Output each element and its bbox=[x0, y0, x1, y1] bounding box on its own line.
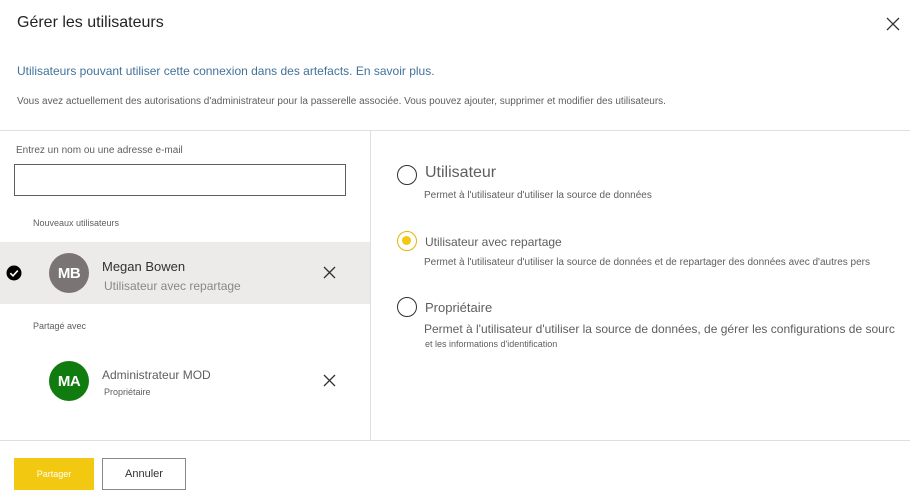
dialog-title: Gérer les utilisateurs bbox=[17, 14, 164, 31]
search-input[interactable] bbox=[14, 164, 346, 196]
user-name: Administrateur MOD bbox=[102, 368, 211, 382]
permission-description-continued: et les informations d'identification bbox=[425, 339, 558, 349]
search-label: Entrez un nom ou une adresse e-mail bbox=[16, 145, 183, 156]
radio-reshare[interactable] bbox=[397, 231, 417, 251]
shared-with-label: Partagé avec bbox=[33, 321, 87, 331]
divider-vertical bbox=[370, 131, 371, 440]
learn-more-link[interactable]: En savoir plus. bbox=[355, 64, 435, 78]
permission-label: Utilisateur avec repartage bbox=[425, 235, 562, 249]
close-icon[interactable] bbox=[884, 15, 902, 33]
remove-user-icon[interactable] bbox=[322, 373, 337, 388]
new-users-label: Nouveaux utilisateurs bbox=[33, 218, 120, 228]
user-role: Propriétaire bbox=[104, 387, 151, 397]
avatar: MB bbox=[49, 253, 89, 293]
info-description: Utilisateurs pouvant utiliser cette connexion dans des artefacts. bbox=[17, 64, 353, 78]
radio-owner[interactable] bbox=[397, 297, 417, 317]
avatar: MA bbox=[49, 361, 89, 401]
user-name: Megan Bowen bbox=[102, 259, 186, 274]
permission-description: Permet à l'utilisateur d'utiliser la source de données bbox=[424, 190, 652, 201]
user-row-administrateur-mod[interactable] bbox=[0, 350, 370, 412]
info-text bbox=[17, 64, 435, 78]
share-button[interactable]: Partager bbox=[14, 458, 94, 490]
remove-user-icon[interactable] bbox=[322, 265, 337, 280]
cancel-button[interactable]: Annuler bbox=[102, 458, 186, 490]
user-role: Utilisateur avec repartage bbox=[104, 279, 241, 293]
user-row-megan-bowen[interactable] bbox=[0, 242, 370, 304]
permission-description: Permet à l'utilisateur d'utiliser la source de données et de repartager des données avec d'autres pers bbox=[424, 257, 870, 268]
divider bbox=[0, 130, 910, 131]
checkmark-icon bbox=[6, 265, 22, 281]
permission-label: Utilisateur bbox=[425, 164, 497, 181]
radio-user[interactable] bbox=[397, 165, 417, 185]
permission-description: Permet à l'utilisateur d'utiliser la source de données, de gérer les configurations de sourc bbox=[424, 322, 895, 336]
permission-label: Propriétaire bbox=[425, 300, 493, 315]
admin-notice: Vous avez actuellement des autorisations d'administrateur pour la passerelle associée. Vous pouvez ajouter, supprimer et modifier des utilisateurs. bbox=[17, 96, 666, 107]
divider bbox=[0, 440, 910, 441]
